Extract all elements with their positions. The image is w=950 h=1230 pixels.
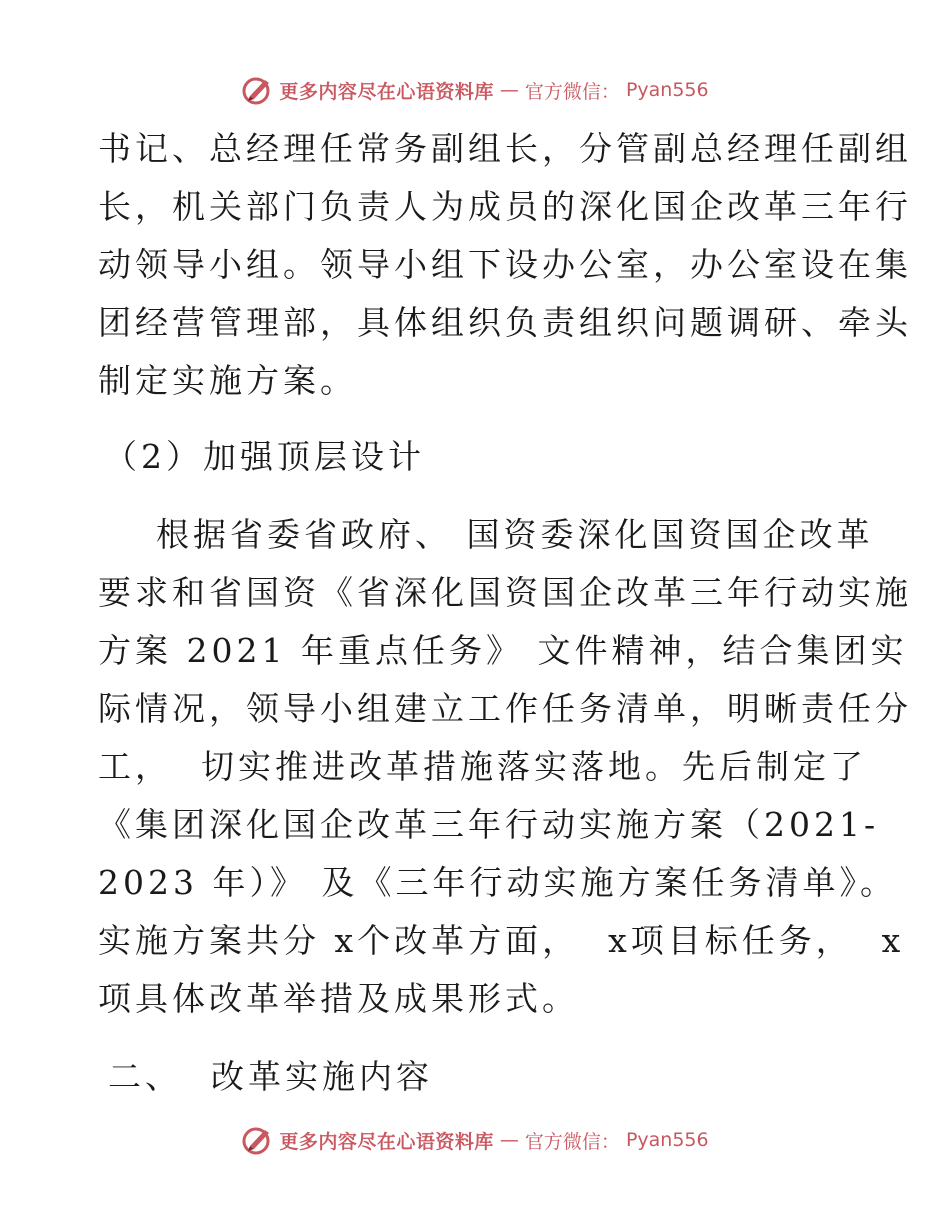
watermark-wechat-label: 官方微信： xyxy=(524,80,620,103)
watermark-wechat-id: Pyan556 xyxy=(625,1129,709,1151)
paragraph-line: 根据省委省政府、 国资委深化国资国企改革 xyxy=(98,515,874,554)
paragraph-line: 书记、总经理任常务副组长，分管副总经理任副组 xyxy=(98,129,912,168)
paragraph-line: 实施方案共分 x个改革方面， x项目标任务， x xyxy=(98,921,905,960)
watermark-text: 更多内容尽在心语资料库 xyxy=(279,80,494,103)
watermark-dash: — xyxy=(499,79,519,101)
paragraph-line: 长，机关部门负责人为成员的深化国企改革三年行 xyxy=(98,187,912,226)
paragraph-line: 动领导小组。领导小组下设办公室，办公室设在集 xyxy=(98,245,912,284)
paragraph-line: 2023 年）》 及《三年行动实施方案任务清单》。 xyxy=(98,863,897,902)
watermark-text: 更多内容尽在心语资料库 xyxy=(279,1130,494,1153)
paragraph-line: 团经营管理部，具体组织负责组织问题调研、牵头 xyxy=(98,303,912,342)
paragraph-line: 工， 切实推进改革措施落实落地。先后制定了 xyxy=(98,747,867,786)
pen-logo-icon xyxy=(241,74,273,106)
section-heading: （2）加强顶层设计 xyxy=(104,437,425,476)
watermark-wechat-id: Pyan556 xyxy=(625,79,709,101)
watermark-banner-top xyxy=(0,70,950,110)
paragraph-line: 要求和省国资《省深化国资国企改革三年行动实施 xyxy=(98,573,912,612)
paragraph-line: 际情况，领导小组建立工作任务清单，明晰责任分 xyxy=(98,689,912,728)
chapter-heading: 二、 改革实施内容 xyxy=(108,1057,433,1096)
paragraph-line: 项具体改革举措及成果形式。 xyxy=(98,979,579,1018)
pen-logo-icon xyxy=(241,1124,273,1156)
watermark-dash: — xyxy=(499,1129,519,1151)
watermark-banner-bottom xyxy=(0,1120,950,1160)
watermark-wechat-label: 官方微信： xyxy=(524,1130,620,1153)
paragraph-line: 《集团深化国企改革三年行动实施方案（2021- xyxy=(98,805,880,844)
paragraph-line: 方案 2021 年重点任务》 文件精神，结合集团实 xyxy=(98,631,908,670)
paragraph-line: 制定实施方案。 xyxy=(98,361,357,400)
